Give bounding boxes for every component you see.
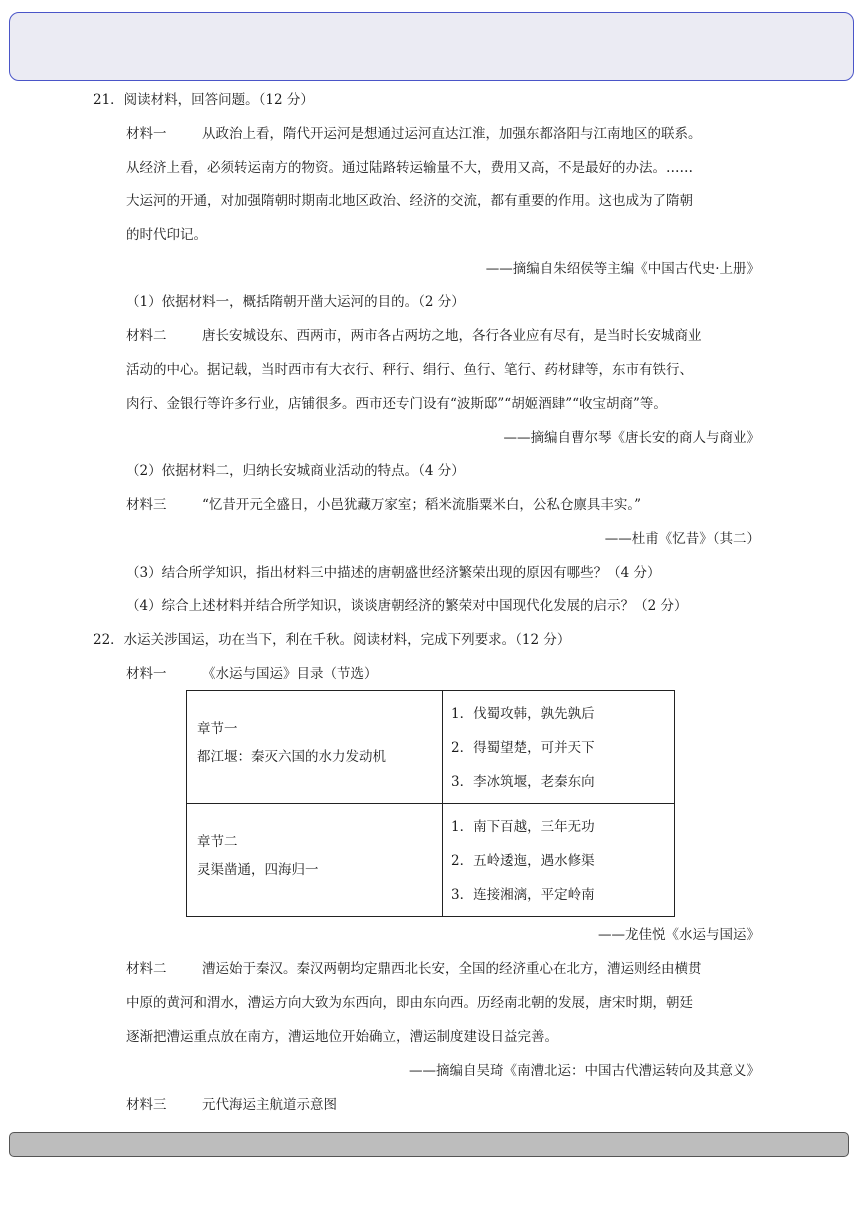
text-line: 漕运始于秦汉。秦汉两朝均定鼎西北长安，全国的经济重心在北方，漕运则经由横贯 (202, 961, 702, 977)
material-label: 材料二 (126, 961, 167, 977)
q22-material-2-source: ——摘编自吴琦《南漕北运：中国古代漕运转向及其意义》 (409, 1063, 760, 1079)
material-label: 材料三 (126, 497, 167, 513)
q22-material-1-title (126, 668, 378, 682)
table-of-contents (186, 690, 675, 917)
q22-material-2-line-2: 中原的黄河和渭水，漕运方向大致为东西向，即由东向西。历经南北朝的发展，唐宋时期，朝廷 (126, 995, 693, 1011)
q22-material-1-source: ——龙佳悦《水运与国运》 (598, 927, 760, 943)
q21-material-2-line-3: 肉行、金银行等许多行业，店铺很多。西市还专门设有“波斯邸”“胡姬酒肆”“收宝胡商”等。 (126, 396, 667, 412)
q22-material-3-line (126, 1099, 337, 1113)
q21-subquestion-1: （1）依据材料一，概括隋朝开凿大运河的目的。（2 分） (126, 294, 465, 310)
question-22-heading: 22．水运关涉国运，功在当下，利在千秋。阅读材料，完成下列要求。（12 分） (93, 632, 571, 648)
list-item: 1．伐蜀攻韩，孰先孰后 (451, 706, 595, 722)
material-label: 材料一 (126, 126, 167, 142)
list-item: 3．李冰筑堰，老秦东向 (451, 774, 595, 790)
chapter-subtitle: 都江堰：秦灭六国的水力发动机 (197, 749, 386, 765)
q22-material-2-line-1 (126, 963, 702, 977)
q21-material-1-line-4: 的时代印记。 (126, 227, 207, 243)
q21-material-1-line-1 (126, 128, 702, 142)
question-21-heading: 21．阅读材料，回答问题。（12 分） (93, 92, 314, 108)
q21-material-2-line-1 (126, 330, 702, 344)
text-line: 唐长安城设东、西两市，两市各占两坊之地，各行各业应有尽有，是当时长安城商业 (202, 328, 702, 344)
text-line: 元代海运主航道示意图 (202, 1097, 337, 1113)
material-label: 材料三 (126, 1097, 167, 1113)
q22-material-2-line-3: 逐渐把漕运重点放在南方，漕运地位开始确立，漕运制度建设日益完善。 (126, 1029, 558, 1045)
chapter-cell (187, 691, 443, 804)
chapter-subtitle: 灵渠凿通，四海归一 (197, 862, 319, 878)
q21-material-2-source: ——摘编自曹尔琴《唐长安的商人与商业》 (503, 430, 760, 446)
table-row (187, 804, 675, 917)
header-banner (9, 12, 854, 81)
list-item: 1．南下百越，三年无功 (451, 819, 595, 835)
q21-subquestion-2: （2）依据材料二，归纳长安城商业活动的特点。（4 分） (126, 463, 465, 479)
text-line: 《水运与国运》目录（节选） (202, 666, 378, 682)
q21-subquestion-3: （3）结合所学知识，指出材料三中描述的唐朝盛世经济繁荣出现的原因有哪些？（4 分） (126, 565, 661, 581)
q21-material-1-line-2: 从经济上看，必须转运南方的物资。通过陆路转运输量不大，费用又高，不是最好的办法。…… (126, 160, 693, 176)
table-row (187, 691, 675, 804)
q21-material-3-source: ——杜甫《忆昔》（其二） (604, 531, 760, 547)
chapter-cell (187, 804, 443, 917)
q21-material-1-source: ——摘编自朱绍侯等主编《中国古代史·上册》 (485, 261, 760, 277)
chapter-items-cell (443, 804, 675, 917)
chapter-name: 章节一 (197, 721, 238, 737)
footer-bar (9, 1132, 849, 1157)
q21-subquestion-4: （4）综合上述材料并结合所学知识，谈谈唐朝经济的繁荣对中国现代化发展的启示？（2 分） (126, 598, 688, 614)
list-item: 2．得蜀望楚，可并天下 (451, 740, 595, 756)
material-label: 材料二 (126, 328, 167, 344)
list-item: 2．五岭逶迤，遇水修渠 (451, 853, 595, 869)
text-line: “忆昔开元全盛日，小邑犹藏万家室；稻米流脂粟米白，公私仓廪具丰实。” (202, 497, 642, 513)
q21-material-1-line-3: 大运河的开通，对加强隋朝时期南北地区政治、经济的交流，都有重要的作用。这也成为了隋朝 (126, 193, 693, 209)
q21-material-2-line-2: 活动的中心。据记载，当时西市有大衣行、秤行、绢行、鱼行、笔行、药材肆等，东市有铁行、 (126, 362, 693, 378)
list-item: 3．连接湘漓，平定岭南 (451, 887, 595, 903)
text-line: 从政治上看，隋代开运河是想通过运河直达江淮，加强东都洛阳与江南地区的联系。 (202, 126, 702, 142)
q21-material-3-line (126, 499, 641, 513)
chapter-items-cell (443, 691, 675, 804)
chapter-name: 章节二 (197, 834, 238, 850)
material-label: 材料一 (126, 666, 167, 682)
